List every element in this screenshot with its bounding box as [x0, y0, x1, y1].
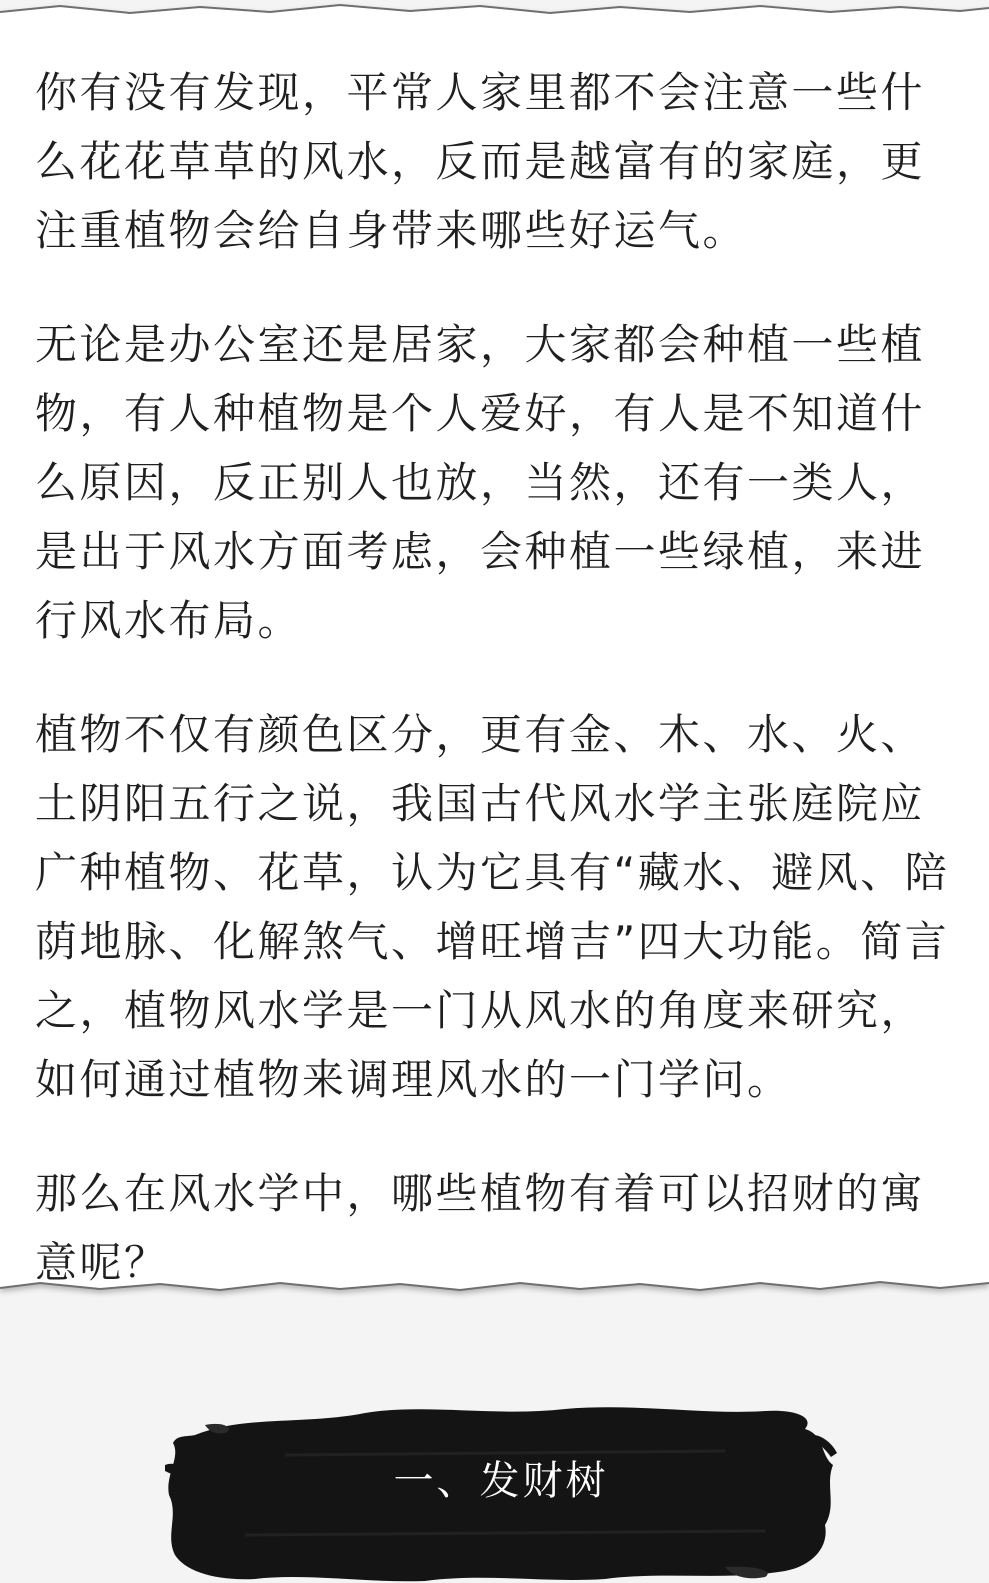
- section-heading: 一、发财树: [393, 1458, 609, 1504]
- paragraph-3: 植物不仅有颜色区分，更有金、木、水、火、土阴阳五行之说，我国古代风水学主张庭院应广种植物、花草，认为它具有“藏水、避风、陪荫地脉、化解煞气、增旺增吉”四大功能。简言之，植物风水学是一门从风水的角度来研究，如何通过植物来调理风水的一门学问。: [35, 710, 950, 1104]
- article-body: [35, 58, 960, 1342]
- paragraph-1: 你有没有发现，平常人家里都不会注意一些什么花花草草的风水，反而是越富有的家庭，更注重植物会给自身带来哪些好运气。: [35, 68, 926, 255]
- paragraph-2: 无论是办公室还是居家，大家都会种植一些植物，有人种植物是个人爱好，有人是不知道什么原因，反正别人也放，当然，还有一类人，是出于风水方面考虑，会种植一些绿植，来进行风水布局。: [35, 320, 926, 645]
- paragraph-4: 那么在风水学中，哪些植物有着可以招财的寓意呢？: [35, 1169, 926, 1287]
- section-heading-banner: [165, 1395, 837, 1583]
